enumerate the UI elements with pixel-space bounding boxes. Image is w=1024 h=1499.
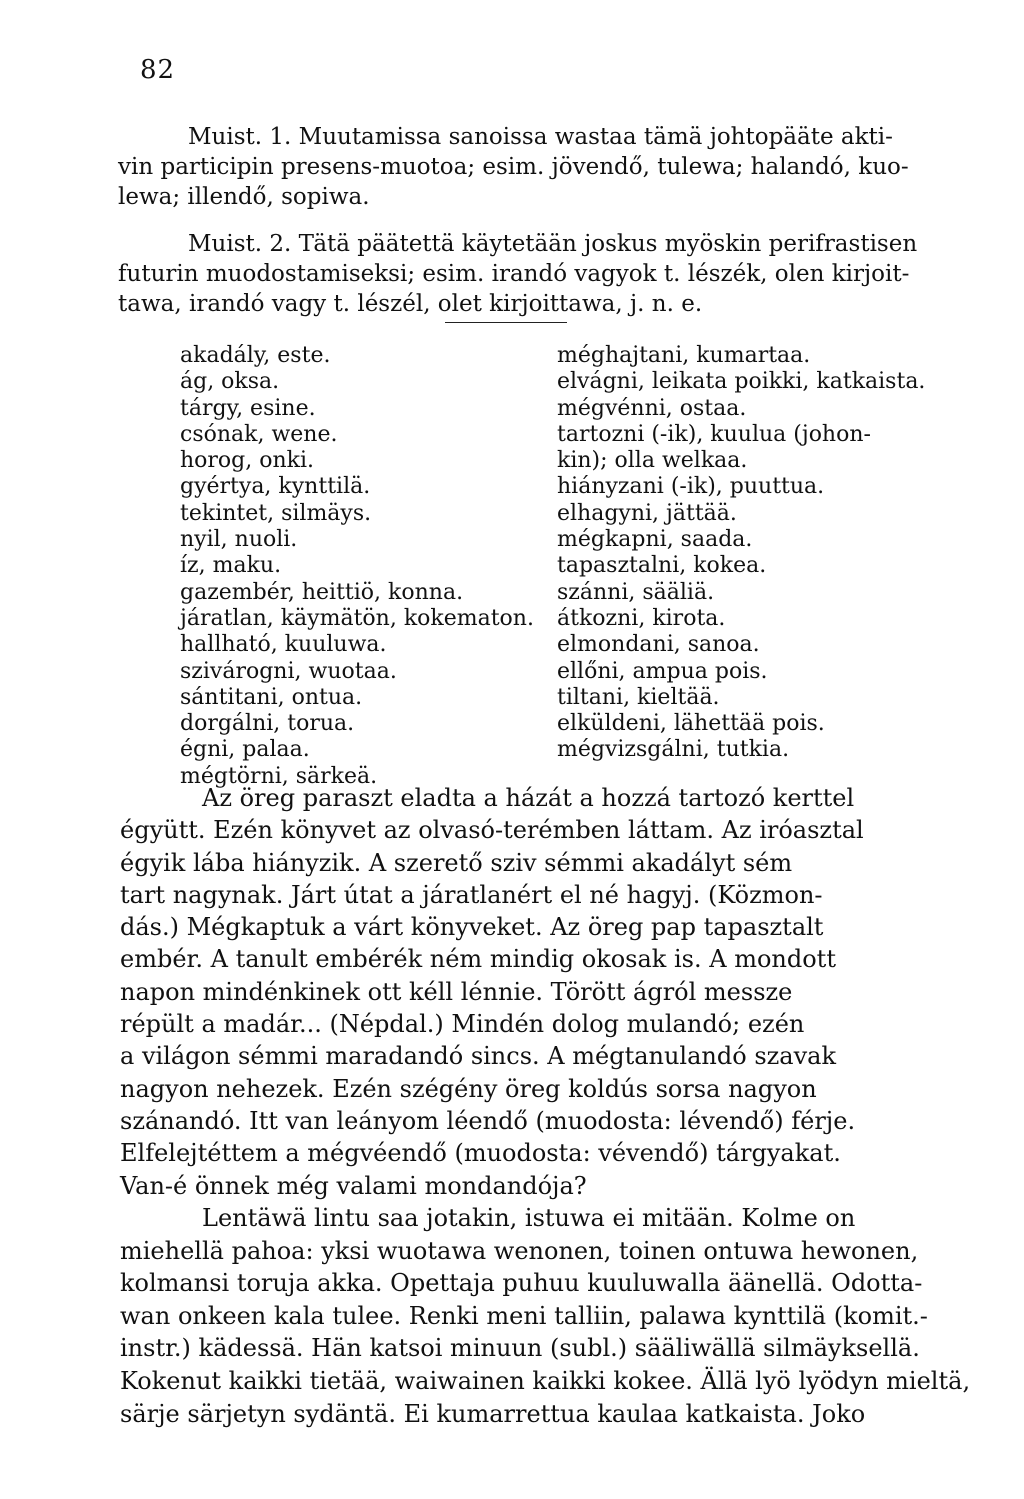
vocab-entry: járatlan, käymätön, kokematon. (180, 605, 534, 631)
text-line: napon mindénkinek ott kéll lénnie. Törött ágról messze (120, 977, 793, 1006)
vocab-entry: mégvénni, ostaa. (557, 395, 747, 421)
text-line: tart nagynak. Járt útat a járatlanért el né hagyj. (Közmon- (120, 880, 823, 909)
vocab-entry: elmondani, sanoa. (557, 632, 760, 658)
page-number: 82 (140, 55, 176, 85)
finnish-exercise-text (120, 1202, 971, 1430)
vocab-entry: ág, oksa. (180, 369, 280, 395)
vocab-entry: elhagyni, jättää. (557, 500, 737, 526)
vocab-entry: csónak, wene. (180, 421, 338, 447)
remark-line: Muist. 1. Muutamissa sanoissa wastaa tämä johtopääte akti- (188, 124, 893, 150)
text-line: miehellä pahoa: yksi wuotawa wenonen, toinen ontuwa hewonen, (120, 1236, 919, 1265)
text-line: instr.) kädessä. Hän katsoi minuun (subl.) sääliwällä silmäyksellä. (120, 1334, 920, 1363)
vocab-entry: szivárogni, wuotaa. (180, 658, 397, 684)
vocab-entry: dorgálni, torua. (180, 711, 355, 737)
text-line: wan onkeen kala tulee. Renki meni talliin, palawa kynttilä (komit.- (120, 1301, 928, 1330)
vocab-entry: tartozni (-ik), kuulua (johon- (557, 421, 871, 447)
remark-line: futurin muodostamiseksi; esim. irandó vagyok t. lészék, olen kirjoit- (118, 261, 910, 287)
vocab-entry: átkozni, kirota. (557, 605, 726, 631)
text-line: kolmansi toruja akka. Opettaja puhuu kuuluwalla äänellä. Odotta- (120, 1269, 923, 1298)
vocab-entry: tárgy, esine. (180, 395, 316, 421)
text-line: embér. A tanult embérék ném mindig okosak is. A mondott (120, 945, 836, 974)
vocab-entry: elküldeni, lähettää pois. (557, 711, 825, 737)
remark-line: Muist. 2. Tätä päätettä käytetään joskus myöskin perifrastisen (188, 231, 918, 257)
vocab-entry: mégtörni, särkeä. (180, 763, 378, 789)
text-line: égyik lába hiányzik. A szerető sziv sémmi akadályt sém (120, 848, 793, 877)
text-line: a világon sémmi maradandó sincs. A mégtanulandó szavak (120, 1042, 836, 1071)
text-line: szánandó. Itt van leányom léendő (muodosta: lévendő) férje. (120, 1106, 856, 1135)
text-line: Elfelejtéttem a mégvéendő (muodosta: vévendő) tárgyakat. (120, 1139, 841, 1168)
text-line: särje särjetyn sydäntä. Ei kumarrettua kaulaa katkaista. Joko (120, 1399, 866, 1428)
vocab-entry: nyil, nuoli. (180, 527, 298, 553)
remark-line: tawa, irandó vagy t. lészél, olet kirjoittawa, j. n. e. (118, 291, 703, 317)
vocab-entry: szánni, sääliä. (557, 579, 715, 605)
remark-2 (118, 229, 918, 319)
vocab-entry: sántitani, ontua. (180, 684, 363, 710)
remark-line: vin participin presens-muotoa; esim. jövendő, tulewa; halandó, kuo- (118, 154, 909, 180)
vocab-entry: gyértya, kynttilä. (180, 474, 371, 500)
text-line: répült a madár... (Népdal.) Mindén dolog mulandó; ezén (120, 1010, 805, 1039)
vocab-entry: tiltani, kieltää. (557, 684, 720, 710)
vocab-entry: hiányzani (-ik), puuttua. (557, 474, 825, 500)
vocab-entry: mégkapni, saada. (557, 527, 753, 553)
remark-1 (118, 122, 914, 212)
text-line: nagyon nehezek. Ezén szégény öreg koldús sorsa nagyon (120, 1074, 817, 1103)
vocab-entry: íz, maku. (180, 553, 282, 579)
vocab-entry: ellőni, ampua pois. (557, 658, 768, 684)
text-line: Kokenut kaikki tietää, waiwainen kaikki kokee. Ällä lyö lyödyn mieltä, (120, 1366, 971, 1395)
section-divider (445, 322, 567, 323)
vocabulary-column-right (557, 343, 925, 764)
text-line: dás.) Mégkaptuk a várt könyveket. Az öreg pap tapasztalt (120, 913, 824, 942)
vocab-entry: tapasztalni, kokea. (557, 553, 767, 579)
vocab-entry: égni, palaa. (180, 737, 310, 763)
hungarian-exercise-text (120, 782, 914, 1202)
vocab-entry: mégvizsgálni, tutkia. (557, 737, 790, 763)
vocab-entry: akadály, este. (180, 343, 331, 368)
vocab-entry: horog, onki. (180, 448, 315, 474)
vocabulary-column-left (180, 343, 534, 790)
text-line: Lentäwä lintu saa jotakin, istuwa ei mitään. Kolme on (202, 1204, 856, 1232)
vocab-entry: elvágni, leikata poikki, katkaista. (557, 369, 926, 395)
text-line: égyütt. Ezén könyvet az olvasó-terémben láttam. Az iróasztal (120, 816, 864, 845)
vocab-entry-continuation: kin); olla welkaa. (557, 448, 748, 474)
vocab-entry: tekintet, silmäys. (180, 500, 372, 526)
vocab-entry: gazembér, heittiö, konna. (180, 579, 464, 605)
vocab-entry: méghajtani, kumartaa. (557, 343, 811, 368)
text-line: Az öreg paraszt eladta a házát a hozzá tartozó kerttel (202, 784, 855, 812)
text-line: Van-é önnek még valami mondandója? (120, 1171, 587, 1200)
remark-line: lewa; illendő, sopiwa. (118, 184, 370, 210)
vocab-entry: hallható, kuuluwa. (180, 632, 387, 658)
